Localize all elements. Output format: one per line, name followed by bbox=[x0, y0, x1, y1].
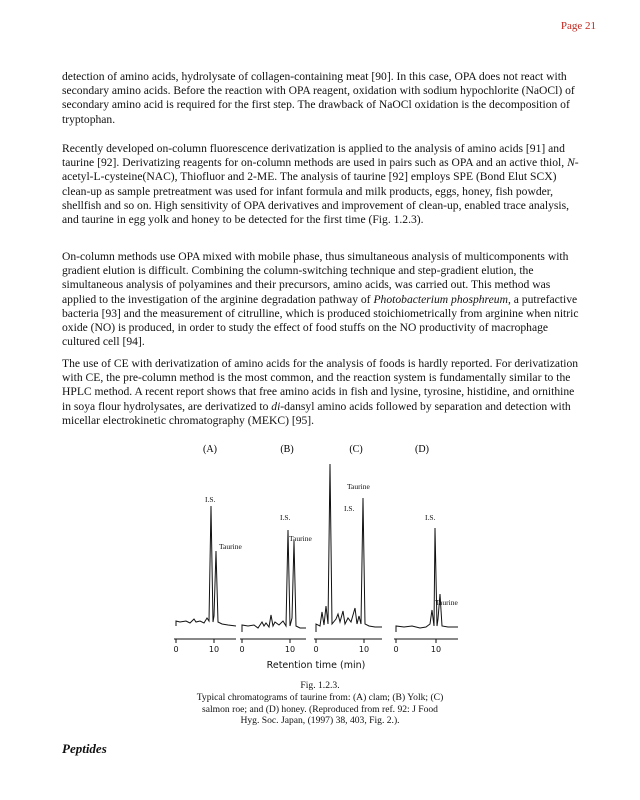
paragraph-4-text-a: The use of CE with derivatization of amino acids for the analysis of foods is hardly reported. For derivatization with CE, the pre-column method is the most common, and the reaction system is fundamentally similar to the HPLC method. A recent report shows that free amino acids in fish and lysine, tyrosine, histidine, and ornithine in soya flour hydrolysates, are derivatized to bbox=[62, 357, 579, 413]
peak-label-c-taurine: Taurine bbox=[347, 482, 370, 491]
paragraph-2-text-c: -acetyl-L-cysteine(NAC), Thiofluor and 2-ME. The analysis of taurine [92] employs SPE (Bond Elut SCX) clean-up as sample pretreatment was used for infant formula and milk products, eggs, honey, fish powder, shellfish and so on. High sensitivity of OPA derivatives and improvement of clean-up, enabled trace analysis, and taurine in egg yolk and honey to be detected for the first time (Fig. 1.2.3). bbox=[62, 156, 579, 227]
tick-label-b-0: 0 bbox=[239, 645, 245, 654]
paragraph-3-italic: Photobacterium phosphreum bbox=[373, 292, 508, 306]
tick-label-d-0: 0 bbox=[393, 645, 399, 654]
paragraph-2-italic: N bbox=[567, 156, 575, 170]
paragraph-2-text-a: Recently developed on-column fluorescence derivatization is applied to the analysis of amino acids [91] and taurine [92]. Derivatizing reagents for on-column methods are used in pairs such as OPA and an active thiol, bbox=[62, 142, 568, 170]
paragraph-2 bbox=[62, 142, 582, 227]
trace-a bbox=[176, 506, 236, 626]
paragraph-4-text-c: -dansyl amino acids followed by separation and detection with micellar electrokinetic chromatography (MEKC) [95]. bbox=[62, 399, 571, 427]
caption-line-1: Typical chromatograms of taurine from: (A) clam; (B) Yolk; (C) bbox=[196, 691, 444, 703]
caption-title: Fig. 1.2.3. bbox=[300, 680, 340, 691]
section-heading: Peptides bbox=[62, 741, 107, 756]
tick-label-a-0: 0 bbox=[173, 645, 179, 654]
paragraph-4 bbox=[62, 357, 582, 428]
tick-label-b-10: 10 bbox=[284, 645, 296, 654]
paragraph-3-text-c: , a putrefactive bacteria [93] and the measurement of citrulline, which is produced stoichiometrically from arginine when nitric oxide (NO) is produced, in order to study the effect of food stuffs on the NO productivity of macrophage cultured cell [94]. bbox=[62, 292, 579, 349]
peak-label-d-taurine: Taurine bbox=[435, 598, 458, 607]
caption-line-2: salmon roe; and (D) honey. (Reproduced from ref. 92: J Food bbox=[202, 703, 438, 715]
page-number: Page 21 bbox=[560, 20, 596, 32]
panel-label-b: (B) bbox=[280, 444, 294, 455]
tick-label-a-10: 10 bbox=[208, 645, 220, 654]
panel-label-c: (C) bbox=[349, 444, 363, 455]
paragraph-4-italic: di bbox=[271, 399, 281, 413]
x-axis-title: Retention time (min) bbox=[266, 660, 366, 671]
tick-label-d-10: 10 bbox=[430, 645, 442, 654]
trace-b bbox=[242, 530, 306, 632]
paragraph-3-text-a: On-column methods use OPA mixed with mobile phase, thus simultaneous analysis of multicomponents with gradient elution is difficult. Combining the column-switching technique and step-gradient elution, the simultaneous analysis of polyamines and their precursors, amino acids, was carried out. This method was applied to the investigation of the arginine degradation pathway of bbox=[62, 250, 569, 306]
tick-label-c-10: 10 bbox=[358, 645, 370, 654]
peak-label-a-taurine: Taurine bbox=[219, 542, 242, 551]
panel-label-a: (A) bbox=[203, 444, 217, 455]
x-axes bbox=[174, 639, 458, 643]
paragraph-3 bbox=[62, 250, 582, 349]
peak-label-b-is: I.S. bbox=[280, 513, 291, 522]
peak-label-a-is: I.S. bbox=[205, 495, 216, 504]
caption-line-3: Hyg. Soc. Japan, (1997) 38, 403, Fig. 2.). bbox=[240, 715, 400, 727]
chromatogram-figure bbox=[170, 436, 470, 676]
peak-label-d-is: I.S. bbox=[425, 513, 436, 522]
chromatogram-svg bbox=[170, 436, 470, 676]
tick-label-c-0: 0 bbox=[313, 645, 319, 654]
panel-label-d: (D) bbox=[415, 444, 429, 455]
trace-d bbox=[396, 528, 458, 632]
figure-caption bbox=[175, 680, 465, 727]
paragraph-1: detection of amino acids, hydrolysate of collagen-containing meat [90]. In this case, OPA does not react with secondary amino acids. Before the reaction with OPA reagent, oxidation with sodium hypochlorite (NaOCl) of secondary amino acid is required for the first step. The drawback of NaOCl oxidation is the decomposition of tryptophan. bbox=[62, 70, 575, 126]
peak-label-c-is: I.S. bbox=[344, 504, 355, 513]
peak-label-b-taurine: Taurine bbox=[289, 534, 312, 543]
